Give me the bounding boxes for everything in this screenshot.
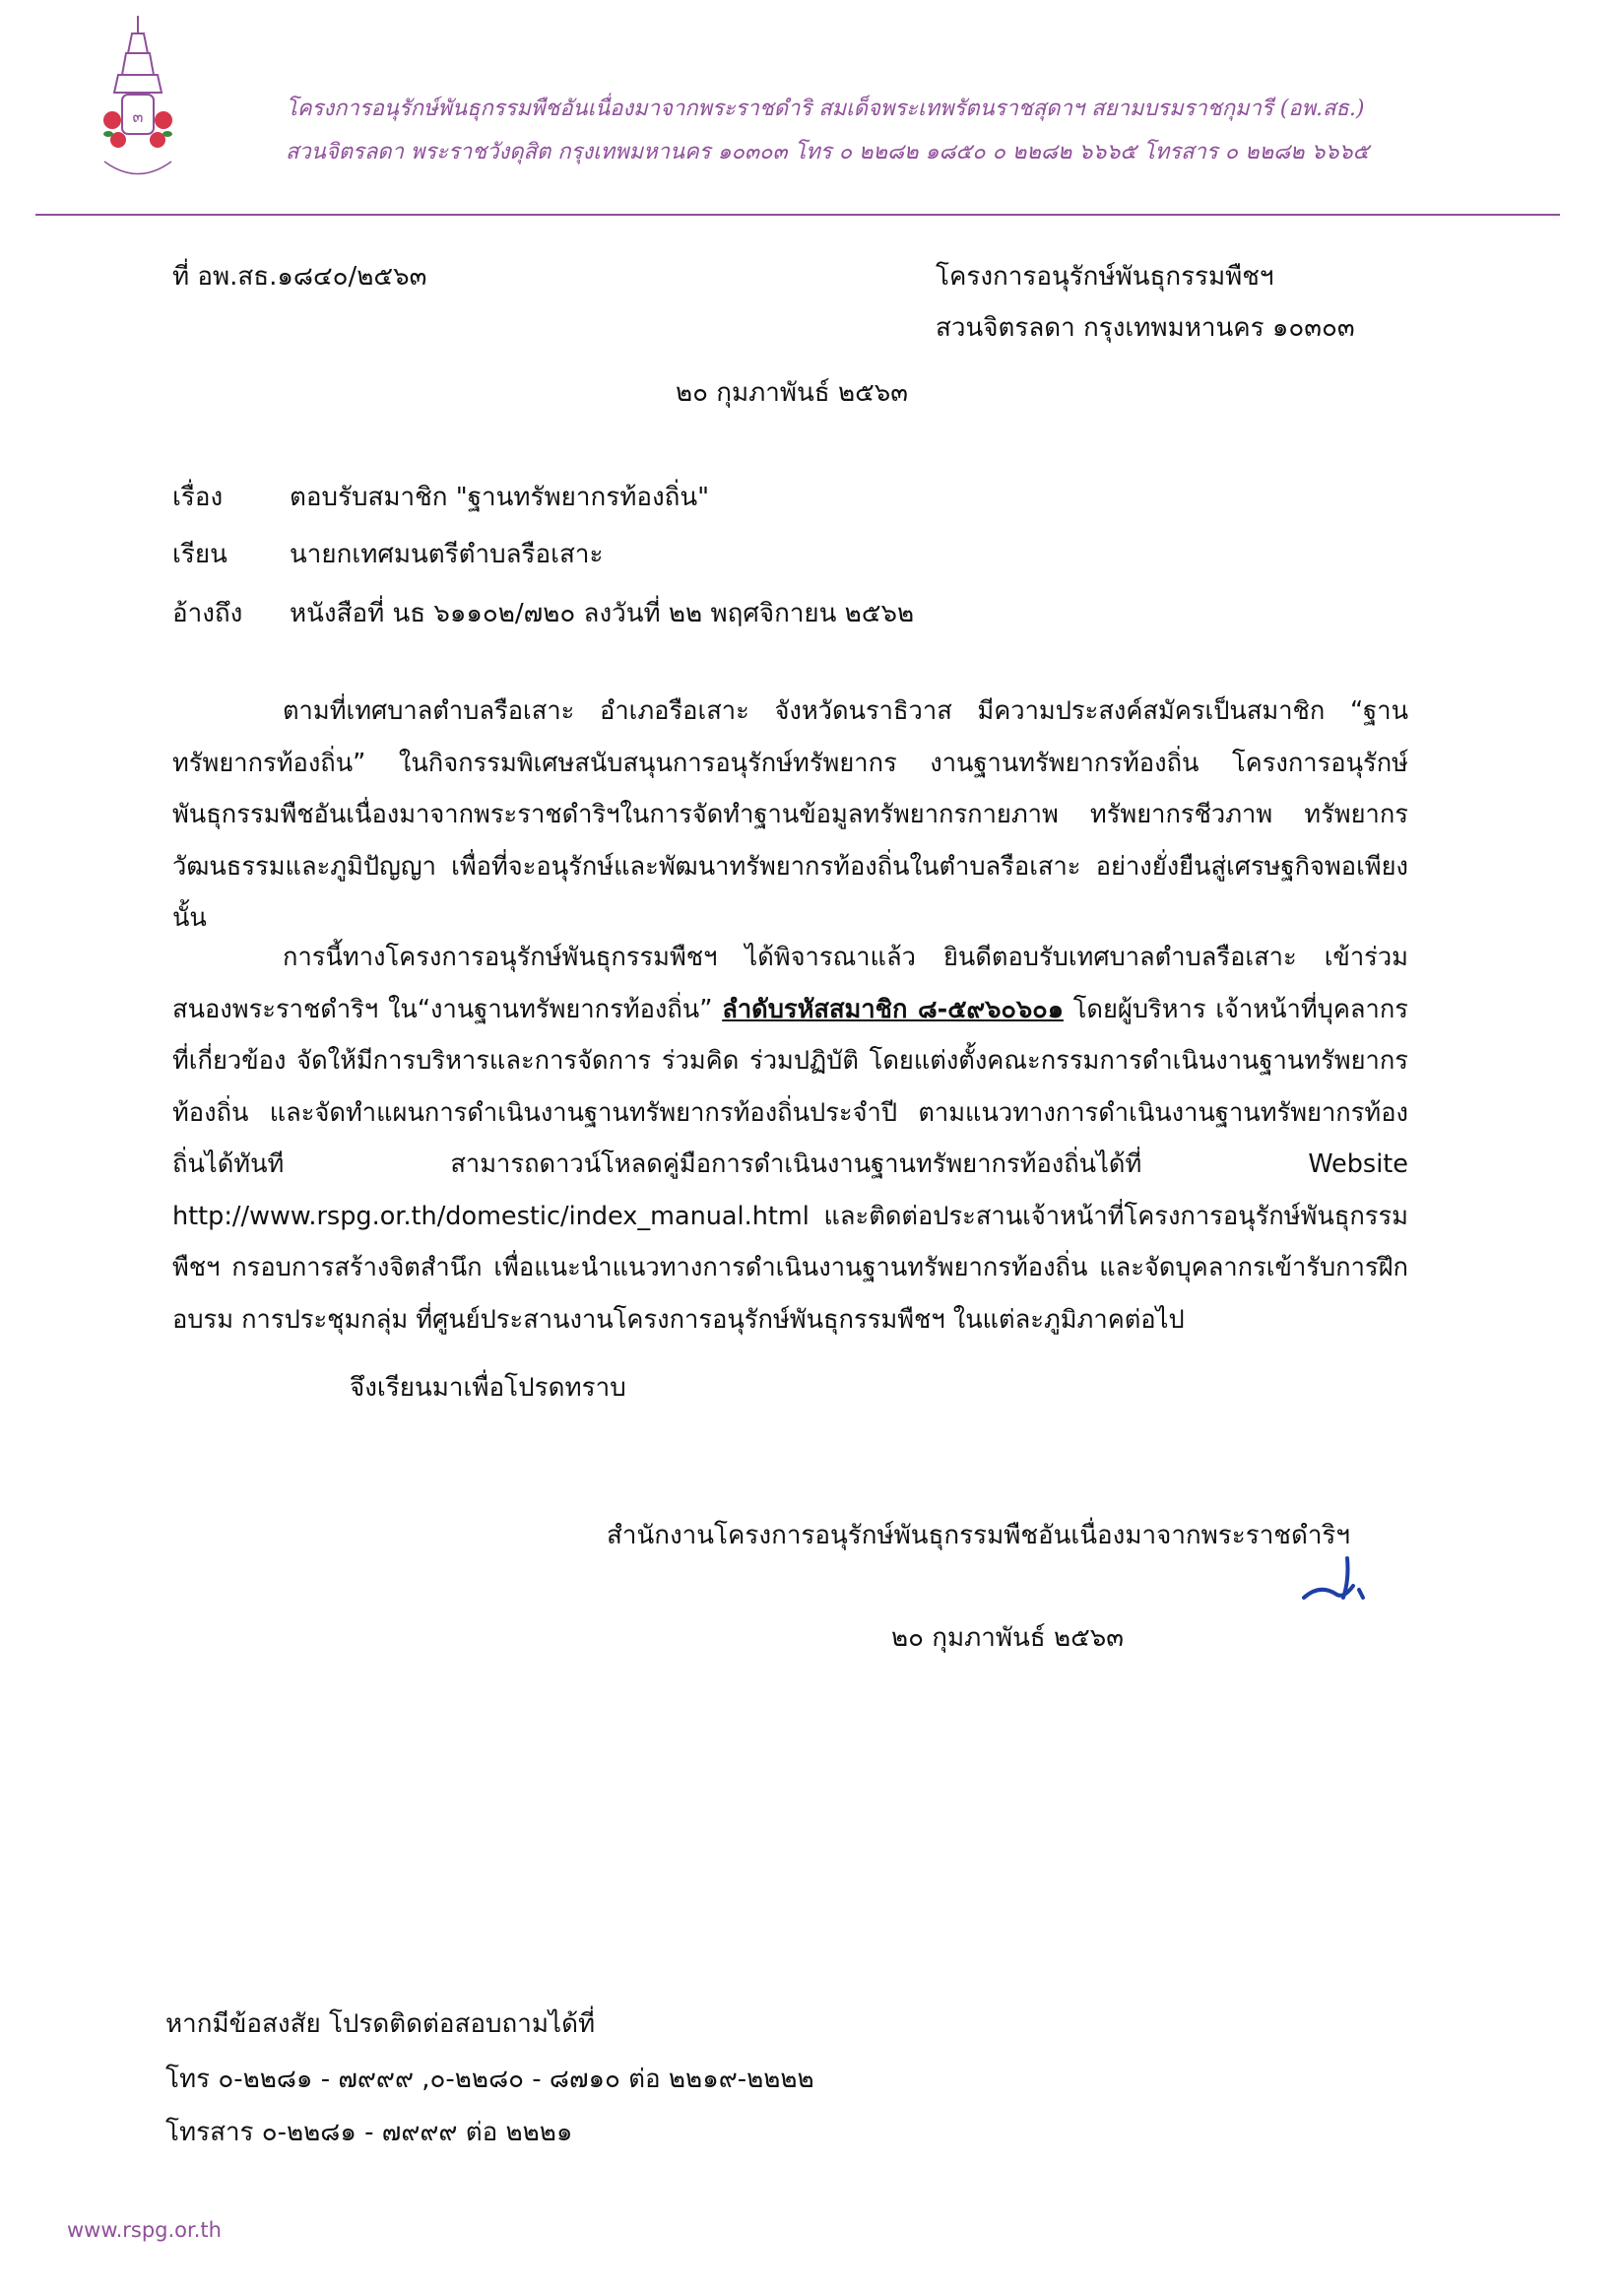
rspg-emblem-icon [98,14,177,191]
contact-phone: โทร ๐-๒๒๘๑ - ๗๙๙๙ ,๐-๒๒๘๐ - ๘๗๑๐ ต่อ ๒๒๑๙-๒๒๒๒ [165,2065,814,2094]
body-paragraph-2-rest: โดยผู้บริหาร เจ้าหน้าที่บุคลากรที่เกี่ยวข้อง จัดให้มีการบริหารและการจัดการ ร่วมคิด ร่วมปฏิบัติ โดยแต่งตั้งคณะกรรมการดำเนินงานฐานทรัพยากรท้องถิ่น และจัดทำแผนการดำเนินงานฐานทรัพยากรท้องถิ่นประจำปี ตามแนวทางการดำเนินงานฐานทรัพยากรท้องถิ่นได้ทันที สามารถดาวน์โหลดคู่มือการดำเนินงานฐานทรัพยากรท้องถิ่นได้ที่ Website http://www.rspg.or.th/domestic/index_manual.html และติดต่อประสานเจ้าหน้าที่โครงการอนุรักษ์พันธุกรรมพืชฯ กรอบการสร้างจิตสำนึก เพื่อแนะนำแนวทางการดำเนินงานฐานทรัพยากรท้องถิ่น และจัดบุคลากรเข้ารับการฝึกอบรม การประชุมกลุ่ม ที่ศูนย์ประสานงานโครงการอนุรักษ์พันธุกรรมพืชฯ ในแต่ละภูมิภาคต่อไป [172,994,1409,1335]
subject-value: ตอบรับสมาชิก "ฐานทรัพยากรท้องถิ่น" [290,483,710,512]
reference-value: หนังสือที่ นธ ๖๑๑๐๒/๗๒๐ ลงวันที่ ๒๒ พฤศจิกายน ๒๕๖๒ [290,599,915,628]
body-paragraph-2-intro: การนี้ทางโครงการอนุรักษ์พันธุกรรมพืชฯ ได้พิจารณาแล้ว ยินดีตอบรับเทศบาลตำบลรือเสาะ เข้าร่วมสนองพระราชดำริฯ ใน“งานฐานทรัพยากรท้องถิ่น” [172,943,1408,1024]
contact-heading: หากมีข้อสงสัย โปรดติดต่อสอบถามได้ที่ [165,2009,596,2039]
closing-line: จึงเรียนมาเพื่อโปรดทราบ [350,1373,626,1403]
sender-address: สวนจิตรลดา กรุงเทพมหานคร ๑๐๓๐๓ [936,313,1355,343]
body-paragraph-2 [172,932,1408,1345]
letter-date: ๒๐ กุมภาพันธ์ ๒๕๖๓ [676,378,909,408]
letterhead-title: โครงการอนุรักษ์พันธุกรรมพืชอันเนื่องมาจากพระราชดำริ สมเด็จพระเทพรัตนราชสุดาฯ สยามบรมราชกุมารี (อพ.สธ.) [286,97,1365,121]
letterhead-address: สวนจิตรลดา พระราชวังดุสิต กรุงเทพมหานคร ๑๐๓๐๓ โทร ๐ ๒๒๘๒ ๑๘๕๐ ๐ ๒๒๘๒ ๖๖๖๕ โทรสาร ๐ ๒๒๘๒ ๖๖๖๕ [286,140,1370,164]
svg-text:๓: ๓ [132,107,144,126]
reference-label: อ้างถึง [172,599,243,628]
signature-mark [1298,1537,1377,1615]
signoff-organization: สำนักงานโครงการอนุรักษ์พันธุกรรมพืชอันเนื่องมาจากพระราชดำริฯ [607,1521,1350,1550]
recipient-label: เรียน [172,540,227,569]
recipient-value: นายกเทศมนตรีตำบลรือเสาะ [290,540,604,569]
contact-fax: โทรสาร ๐-๒๒๘๑ - ๗๙๙๙ ต่อ ๒๒๒๑ [165,2118,573,2147]
signoff-date: ๒๐ กุมภาพันธ์ ๒๕๖๓ [891,1623,1125,1653]
member-code: ลำดับรหัสสมาชิก ๘-๕๙๖๐๖๐๑ [722,994,1064,1024]
footer-website-link[interactable]: www.rspg.or.th [67,2218,222,2242]
sender-name: โครงการอนุรักษ์พันธุกรรมพืชฯ [936,262,1274,292]
subject-label: เรื่อง [172,483,224,512]
letterhead-divider [35,214,1560,216]
reference-number: ที่ อพ.สธ.๑๘๔๐/๒๕๖๓ [172,262,427,292]
body-paragraph-1: ตามที่เทศบาลตำบลรือเสาะ อำเภอรือเสาะ จังหวัดนราธิวาส มีความประสงค์สมัครเป็นสมาชิก “ฐานทรัพยากรท้องถิ่น” ในกิจกรรมพิเศษสนับสนุนการอนุรักษ์ทรัพยากร งานฐานทรัพยากรท้องถิ่น โครงการอนุรักษ์พันธุกรรมพืชอันเนื่องมาจากพระราชดำริฯในการจัดทำฐานข้อมูลทรัพยากรกายภาพ ทรัพยากรชีวภาพ ทรัพยากรวัฒนธรรมและภูมิปัญญา เพื่อที่จะอนุรักษ์และพัฒนาทรัพยากรท้องถิ่นในตำบลรือเสาะ อย่างยั่งยืนสู่เศรษฐกิจพอเพียง นั้น [172,696,1408,933]
